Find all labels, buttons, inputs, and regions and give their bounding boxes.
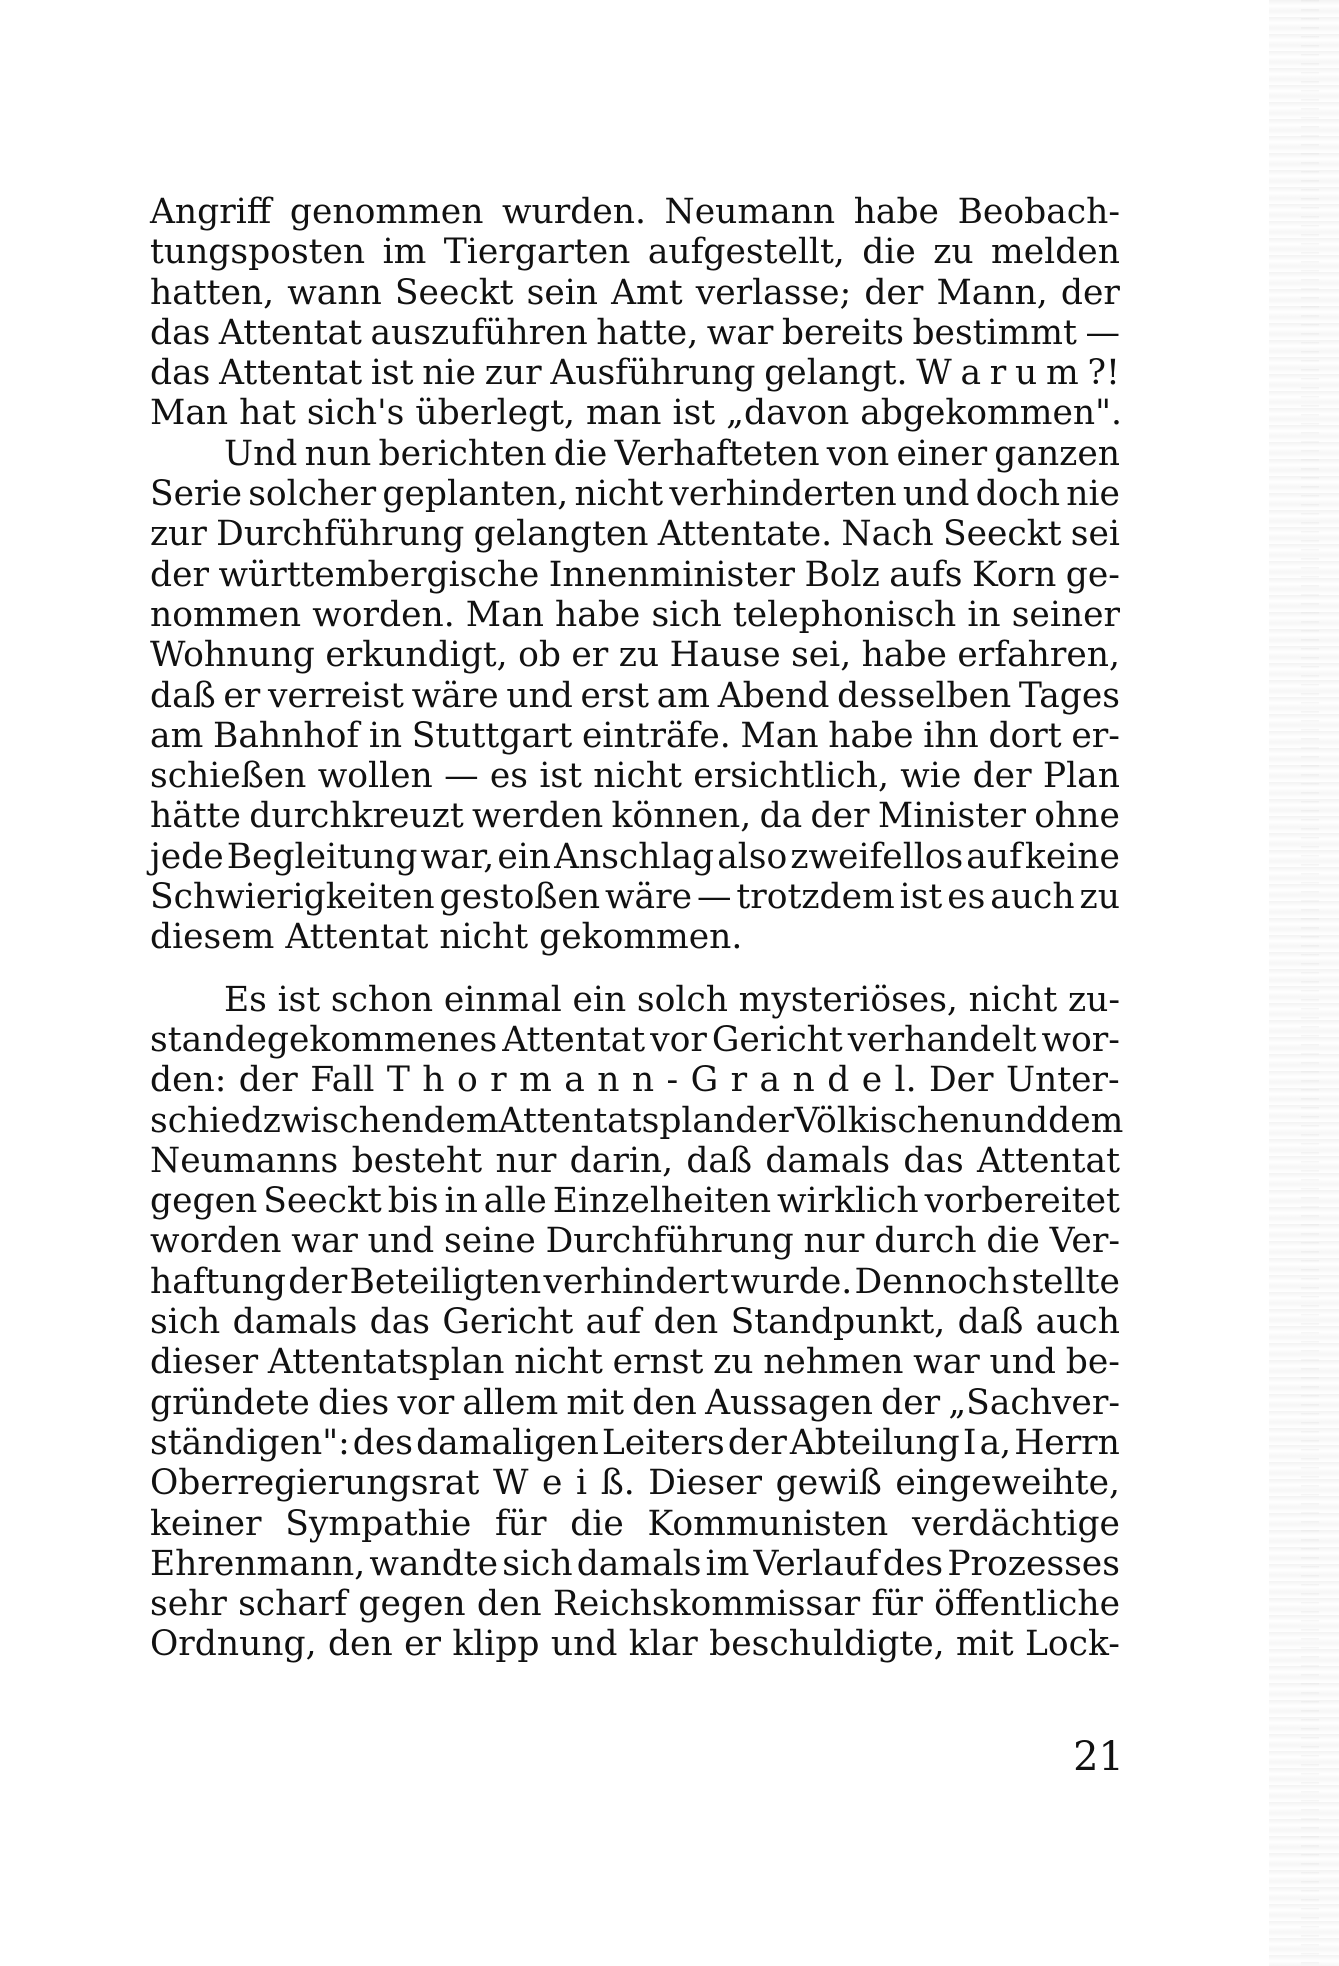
text-line: das Attentat ist nie zur Ausführung gelangt. W a r u m ?!	[150, 353, 1120, 394]
text-line: gründete dies vor allem mit den Aussagen der „Sachver-	[150, 1382, 1120, 1423]
text-line: den: der Fall T h o r m a n n - G r a n d e l. Der Unter-	[150, 1060, 1120, 1101]
text-line: Und nun berichten die Verhafteten von einer ganzen	[224, 433, 1120, 474]
text-line: diesem Attentat nicht gekommen.	[150, 917, 743, 958]
text-line: gegen Seeckt bis in alle Einzelheiten wirklich vorbereitet	[150, 1181, 1120, 1222]
text-line: das Attentat auszuführen hatte, war bereits bestimmt —	[150, 312, 1120, 353]
text-line: zur Durchführung gelangten Attentate. Nach Seeckt sei	[150, 514, 1120, 555]
page-number: 21	[1073, 1734, 1124, 1780]
text-line: ständigen": des damaligen Leiters der Abteilung I a, Herrn	[150, 1422, 1120, 1463]
text-line: Ordnung, den er klipp und klar beschuldigte, mit Lock-	[150, 1624, 1120, 1665]
text-line: sehr scharf gegen den Reichskommissar für öffentliche	[150, 1584, 1120, 1625]
text-line: keiner Sympathie für die Kommunisten verdächtige	[150, 1503, 1120, 1544]
body-text	[150, 192, 1124, 1665]
text-line: hatten, wann Seeckt sein Amt verlasse; der Mann, der	[150, 272, 1120, 313]
text-line: Oberregierungsrat W e i ß. Dieser gewiß eingeweihte,	[150, 1463, 1120, 1504]
text-line: tungsposten im Tiergarten aufgestellt, die zu melden	[150, 232, 1120, 273]
text-line: schießen wollen — es ist nicht ersichtlich, wie der Plan	[150, 756, 1120, 797]
text-line: Ehrenmann, wandte sich damals im Verlauf des Prozesses	[150, 1543, 1120, 1584]
text-line: sich damals das Gericht auf den Standpunkt, daß auch	[150, 1302, 1120, 1343]
text-line: Serie solcher geplanten, nicht verhinderten und doch nie	[150, 474, 1120, 515]
text-line: Es ist schon einmal ein solch mysteriöses, nicht zu-	[224, 979, 1120, 1020]
text-line: worden war und seine Durchführung nur durch die Ver-	[150, 1221, 1120, 1262]
text-line: am Bahnhof in Stuttgart einträfe. Man habe ihn dort er-	[150, 715, 1120, 756]
scan-edge-shadow-inner	[1301, 0, 1319, 1966]
text-line: hätte durchkreuzt werden können, da der Minister ohne	[150, 796, 1120, 837]
text-line: nommen worden. Man habe sich telephonisch in seiner	[150, 594, 1120, 635]
text-line: Schwierigkeiten gestoßen wäre — trotzdem ist es auch zu	[150, 877, 1120, 918]
paragraph-gap	[150, 958, 1120, 980]
text-line: standegekommenes Attentat vor Gericht verhandelt wor-	[150, 1019, 1120, 1060]
text-line: Wohnung erkundigt, ob er zu Hause sei, habe erfahren,	[150, 635, 1120, 676]
text-line: schied zwischen dem Attentatsplan der Völkischen und dem	[150, 1100, 1124, 1141]
text-line: jede Begleitung war, ein Anschlag also zweifellos auf keine	[150, 836, 1120, 877]
text-line: daß er verreist wäre und erst am Abend desselben Tages	[150, 675, 1120, 716]
text-line: der württembergische Innenminister Bolz aufs Korn ge-	[150, 554, 1120, 595]
text-line: Angriff genommen wurden. Neumann habe Beobach-	[150, 192, 1120, 232]
text-line: dieser Attentatsplan nicht ernst zu nehmen war und be-	[150, 1342, 1120, 1383]
text-line: Man hat sich's überlegt, man ist „davon abgekommen".	[150, 393, 1122, 434]
text-line: Neumanns besteht nur darin, daß damals das Attentat	[150, 1140, 1120, 1181]
text-line: haftung der Beteiligten verhindert wurde. Dennoch stellte	[150, 1261, 1120, 1302]
